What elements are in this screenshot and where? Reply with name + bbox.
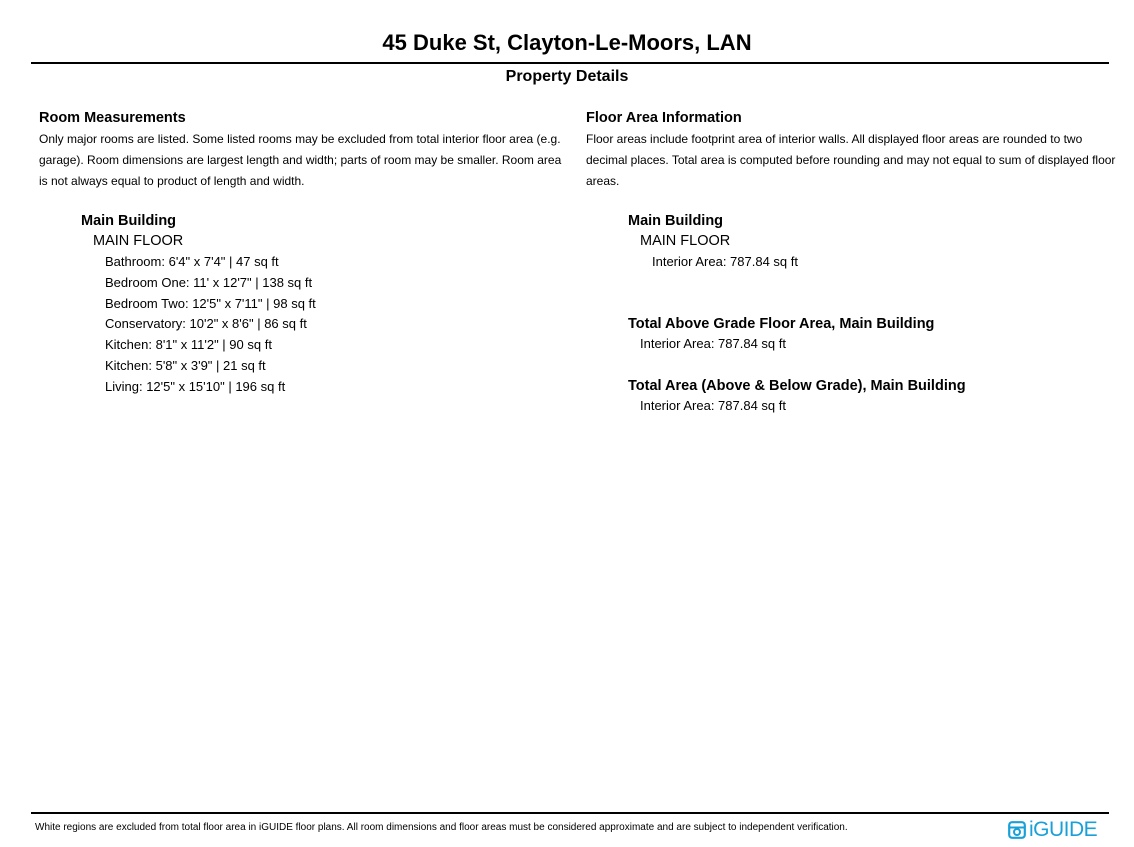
- total-interior-area: Interior Area: 787.84 sq ft: [640, 397, 786, 413]
- iguide-logo: [1008, 818, 1097, 842]
- page-title: 45 Duke St, Clayton-Le-Moors, LAN: [382, 30, 752, 55]
- floor-label: MAIN FLOOR: [640, 233, 731, 249]
- room-item: Kitchen: 5'8" x 3'9" | 21 sq ft: [105, 357, 266, 373]
- footer-divider: [31, 812, 1109, 814]
- floor-label: MAIN FLOOR: [93, 233, 184, 249]
- logo-text: iGUIDE: [1029, 818, 1098, 841]
- room-item: Bedroom One: 11' x 12'7" | 138 sq ft: [105, 274, 313, 290]
- page-subtitle: Property Details: [505, 68, 629, 85]
- building-heading: Main Building: [81, 213, 177, 229]
- above-grade-interior-area: Interior Area: 787.84 sq ft: [640, 335, 786, 351]
- total-area-heading: Total Area (Above & Below Grade), Main Building: [628, 377, 966, 394]
- room-item: Kitchen: 8'1" x 11'2" | 90 sq ft: [105, 337, 272, 353]
- floor-interior-area: Interior Area: 787.84 sq ft: [652, 254, 798, 269]
- room-item: Conservatory: 10'2" x 8'6" | 86 sq ft: [105, 316, 307, 332]
- building-heading: Main Building: [628, 213, 724, 229]
- room-measurements-note: Only major rooms are listed. Some listed rooms may be excluded from total interior floor area (e.g. garage). Room dimensions are largest length and width; parts of room may be smaller. Room area is not always equal to product of length and width.: [39, 132, 562, 188]
- floor-area-section: [586, 108, 1116, 416]
- footer-disclaimer: White regions are excluded from total floor area in iGUIDE floor plans. All room dimensions and floor areas must be considered approximate and are subject to independent verification.: [35, 822, 848, 833]
- above-grade-heading: Total Above Grade Floor Area, Main Building: [628, 315, 935, 332]
- room-item: Bathroom: 6'4" x 7'4" | 47 sq ft: [105, 254, 279, 269]
- room-item: Living: 12'5" x 15'10" | 196 sq ft: [105, 378, 286, 394]
- floor-area-note: Floor areas include footprint area of interior walls. All displayed floor areas are rounded to two decimal places. Total area is computed before rounding and may not equal to sum of displayed floor areas.: [586, 132, 1116, 188]
- room-list: [39, 252, 564, 398]
- header-divider: [31, 62, 1109, 64]
- room-measurements-heading: Room Measurements: [39, 110, 186, 126]
- room-measurements-section: [39, 108, 564, 398]
- room-item: Bedroom Two: 12'5" x 7'11" | 98 sq ft: [105, 295, 316, 311]
- floor-area-heading: Floor Area Information: [586, 110, 742, 126]
- camera-icon: [1008, 821, 1026, 839]
